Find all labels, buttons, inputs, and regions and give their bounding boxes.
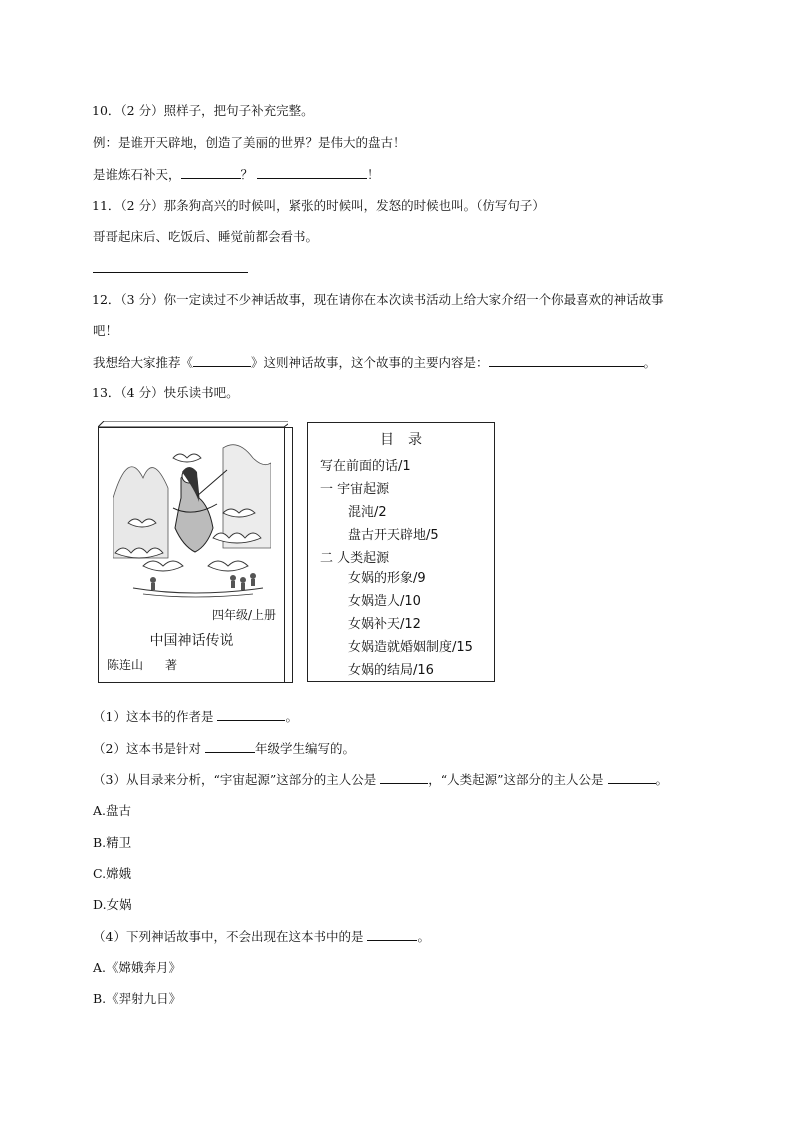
- q10-blank-2[interactable]: [257, 166, 367, 179]
- option-b[interactable]: B.精卫: [93, 835, 132, 850]
- option-a[interactable]: A.《嫦娥奔月》: [93, 960, 182, 975]
- q13-sub1-a: （1）这本书的作者是: [93, 709, 214, 724]
- q13-sub3-b: ，“人类起源”这部分的主人公是: [428, 772, 604, 787]
- q13-sub2: [93, 740, 355, 757]
- toc-item: 女娲的结局/16: [348, 663, 434, 678]
- q13-sub1-b: 。: [285, 709, 298, 724]
- q13-sub4-b: 。: [417, 929, 430, 944]
- toc-item: 女娲补天/12: [348, 617, 421, 632]
- option-d[interactable]: D.女娲: [93, 897, 132, 912]
- q13-sub4: [93, 928, 430, 945]
- q13-sub4-blank[interactable]: [367, 928, 417, 941]
- option-c[interactable]: C.嫦娥: [93, 866, 132, 881]
- q13-sub1-blank[interactable]: [217, 708, 285, 721]
- q13-sub3-blank-2[interactable]: [608, 771, 656, 784]
- q11-answer-blank[interactable]: [93, 272, 248, 273]
- q12-header: 12．（3 分）你一定读过不少神话故事，现在请你在本次读书活动上给大家介绍一个你最喜欢的神话故事: [92, 292, 664, 307]
- book-contents: [307, 422, 495, 682]
- book-grade: 四年级/上册: [211, 608, 276, 622]
- q13-sub3-a: （3）从目录来分析，“宇宙起源”这部分的主人公是: [93, 772, 377, 787]
- q11-line: 哥哥起床后、吃饭后、睡觉前都会看书。: [93, 229, 319, 244]
- toc-item: 二 人类起源: [320, 551, 390, 566]
- q12-line: [93, 354, 656, 371]
- q12-header-cont: 吧！: [93, 323, 119, 338]
- book-cover: [98, 421, 292, 681]
- q13-sub2-b: 年级学生编写的。: [254, 741, 355, 756]
- q10-blank-1[interactable]: [181, 166, 241, 179]
- q13-sub3-c: 。: [655, 772, 669, 787]
- toc-title: 目录: [380, 432, 436, 448]
- book-front: [98, 427, 285, 683]
- q10-prompt-b: ？: [240, 167, 254, 182]
- q10-prompt: [93, 166, 380, 183]
- book-author-suffix: 著: [165, 658, 178, 672]
- toc-item: 混沌/2: [348, 505, 387, 520]
- q10-header: 10．（2 分）照样子，把句子补充完整。: [92, 103, 314, 118]
- toc-item: 一 宇宙起源: [320, 482, 390, 497]
- toc-item: 女娲造就婚姻制度/15: [348, 640, 473, 655]
- option-b[interactable]: B.《羿射九日》: [93, 991, 182, 1006]
- book-spine: [284, 427, 293, 683]
- q13-sub2-a: （2）这本书是针对: [93, 741, 201, 756]
- book-author-name: 陈连山: [107, 658, 144, 672]
- q12-line-a: 我想给大家推荐《: [93, 355, 194, 370]
- q10-example: 例：是谁开天辟地，创造了美丽的世界？是伟大的盘古！: [93, 135, 406, 150]
- toc-item: 女娲的形象/9: [348, 571, 426, 586]
- toc-item: 盘古开天辟地/5: [348, 528, 439, 543]
- q13-sub2-blank[interactable]: [205, 740, 255, 753]
- q13-header: 13．（4 分）快乐读书吧。: [92, 385, 239, 400]
- q13-sub3: [93, 771, 668, 788]
- option-a[interactable]: A.盘古: [93, 803, 132, 818]
- book-title: 中国神话传说: [149, 633, 234, 649]
- toc-item: 女娲造人/10: [348, 594, 421, 609]
- q10-prompt-c: ！: [367, 167, 380, 182]
- q10-prompt-a: 是谁炼石补天，: [93, 167, 181, 182]
- q13-sub3-blank-1[interactable]: [380, 771, 428, 784]
- q13-sub1: [93, 708, 298, 725]
- book-author: [107, 656, 177, 673]
- q12-line-c: 。: [643, 355, 657, 370]
- q12-blank-content[interactable]: [489, 354, 644, 367]
- toc-item: 写在前面的话/1: [320, 459, 411, 474]
- q13-sub4-a: （4）下列神话故事中，不会出现在这本书中的是: [93, 929, 364, 944]
- nuwa-illustration: [113, 438, 271, 598]
- q12-blank-title[interactable]: [193, 354, 251, 367]
- q12-line-b: 》这则神话故事，这个故事的主要内容是：: [251, 355, 489, 370]
- q11-header: 11．（2 分）那条狗高兴的时候叫，紧张的时候叫，发怒的时候也叫。（仿写句子）: [92, 198, 545, 213]
